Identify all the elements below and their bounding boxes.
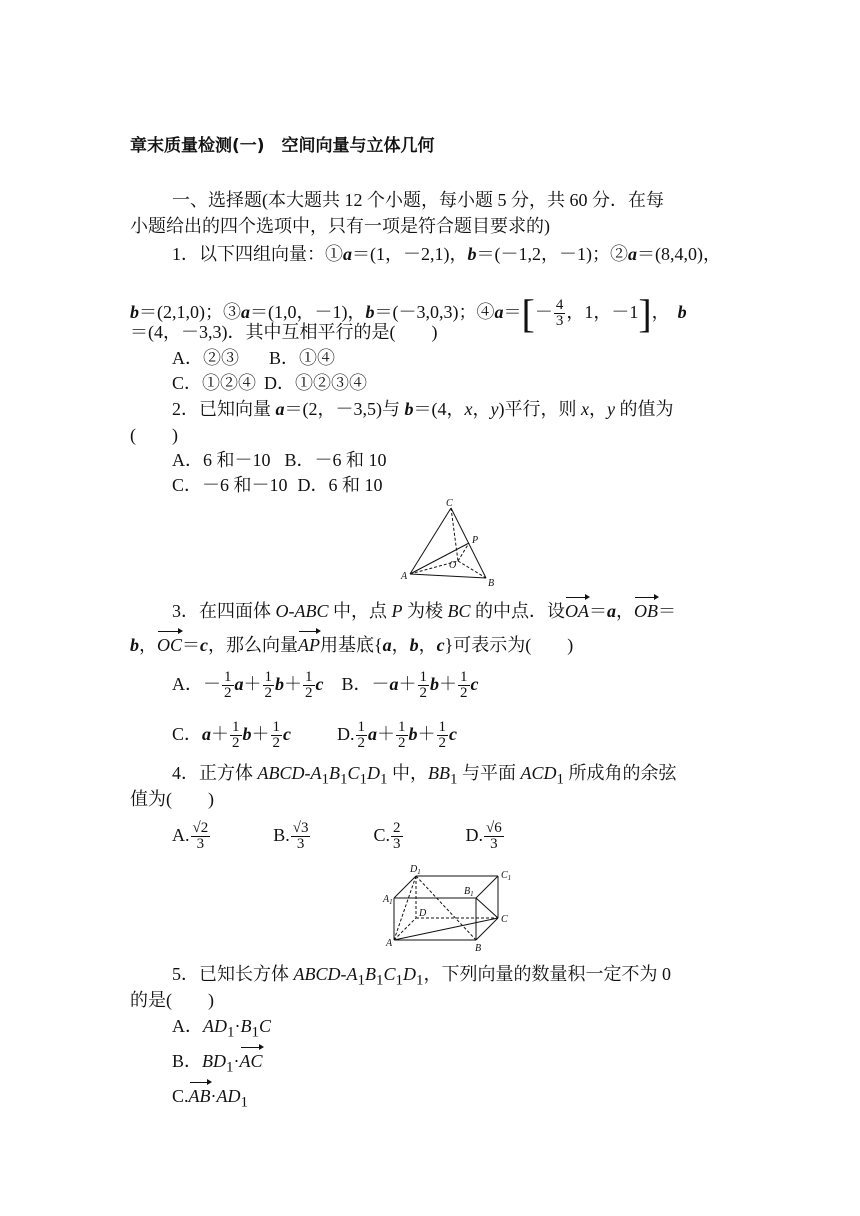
- q5-option-b[interactable]: B．$BD_1\cdot AC$: [172, 1048, 263, 1081]
- label-B1: $B_1$: [464, 886, 474, 898]
- q1-option-d[interactable]: D．①②③④: [264, 373, 368, 393]
- q2-option-b[interactable]: B．－6 和 10: [284, 450, 387, 470]
- q4-option-c[interactable]: C. $\frac{2}{3}$: [373, 820, 401, 853]
- q5-option-a[interactable]: A．$AD_1\cdot B_1C$: [172, 1016, 272, 1041]
- q5-option-c[interactable]: $C.AB\cdot AD_1$: [172, 1083, 248, 1116]
- label-C: C: [446, 498, 453, 509]
- q3-line1: 3．在四面体 O-ABC 中，点 P 为棱 BC 的中点．设OA＝a，OB＝: [172, 598, 676, 624]
- q2-option-a[interactable]: A．6 和－10: [172, 450, 271, 470]
- page-title: 章末质量检测(一) 空间向量与立体几何: [130, 136, 435, 156]
- q4-line1: 4．正方体 ABCD-$A_1B_1C_1D_1$ 中，$BB_1$ 与平面 $ACD_1$ 所成角的余弦: [172, 763, 677, 788]
- q1-option-a[interactable]: A．②③: [172, 348, 239, 368]
- segment-AP: [410, 543, 469, 574]
- vector-AP: AP: [298, 632, 320, 658]
- q3-options-cd: [172, 714, 457, 754]
- vector-AC: AC: [240, 1048, 263, 1074]
- q1-option-b[interactable]: B．①④: [269, 348, 336, 368]
- label-A: A: [401, 571, 408, 582]
- q4-option-b[interactable]: B. $\frac{√3}{3}$: [273, 820, 309, 853]
- q5-line1: 5．已知长方体 ABCD-$A_1B_1C_1D_1$，下列向量的数量积一定不为 0: [172, 964, 671, 989]
- vector-OA: OA: [565, 598, 589, 624]
- label-C1: $C_1$: [501, 870, 512, 882]
- q1-line1: 1．以下四组向量：①a＝(1，－2,1)，b＝(－1,2，－1)；②a＝(8,4,0)，: [172, 244, 721, 264]
- q3-line2: b，OC＝c，那么向量AP用基底{a，b，c}可表示为( ): [130, 632, 573, 658]
- q3-option-d[interactable]: D. $\frac{1}{2}$ a＋ $\frac{1}{2}$ b＋ $\frac{1}{2}$ c: [337, 719, 458, 752]
- cuboid-figure: [380, 862, 520, 954]
- section-heading-line2: 小题给出的四个选项中，只有一项是符合题目要求的): [130, 216, 550, 236]
- q1-line3: ＝(4，－3,3)．其中互相平行的是( ): [130, 322, 438, 342]
- vector-OB: OB: [634, 598, 658, 624]
- q4-option-d[interactable]: D. $\frac{√6}{3}$: [465, 820, 502, 853]
- section-heading-line1: 一、选择题(本大题共 12 个小题，每小题 5 分，共 60 分．在每: [172, 190, 664, 210]
- q2-line2: ( ): [130, 425, 178, 445]
- label-D1: $D_1$: [410, 864, 421, 876]
- q2-options-ab: [172, 447, 387, 473]
- right-bracket: ]: [638, 290, 652, 336]
- q5-line2: 的是( ): [130, 990, 214, 1010]
- q1-options-ab: [172, 345, 335, 371]
- q1-options-cd: [172, 370, 367, 396]
- q3-option-b[interactable]: B．－a＋ $\frac{1}{2}$ b＋ $\frac{1}{2}$ c: [341, 669, 479, 702]
- q2-line1: 2．已知向量 a＝(2，－3,5)与 b＝(4，x，y)平行，则 x，y 的值为: [172, 399, 674, 419]
- q4-options: [172, 812, 505, 858]
- q1-line2: b＝(2,1,0)；③a＝(1,0，－1)，b＝(－3,0,3)；④a＝[－ $\frac{4}{3}$ ，1，－1]， b: [130, 290, 687, 336]
- q2-options-cd: [172, 472, 383, 498]
- q2-option-d[interactable]: D．6 和 10: [297, 475, 383, 495]
- edge-AB: [410, 574, 486, 578]
- label-B: B: [475, 943, 482, 954]
- tetrahedron-figure: [396, 496, 506, 590]
- fraction-4-3: $\frac{4}{3}$: [555, 297, 564, 330]
- label-A1: $A_1$: [383, 894, 393, 906]
- label-P: P: [472, 535, 479, 546]
- vector-OC: OC: [157, 632, 182, 658]
- label-A: A: [386, 938, 393, 949]
- label-C: C: [501, 914, 508, 925]
- q4-option-a[interactable]: A. $\frac{√2}{3}$: [172, 820, 209, 853]
- label-B: B: [488, 578, 495, 589]
- label-O: O: [449, 560, 457, 571]
- q1-option-c[interactable]: C．①②④: [172, 373, 257, 393]
- q3-option-a[interactable]: A．－ $\frac{1}{2}$ a＋ $\frac{1}{2}$ b＋ $\frac{1}{2}$ c: [172, 669, 324, 702]
- vector-AB: AB: [189, 1083, 211, 1109]
- q2-option-c[interactable]: C．－6 和－10: [172, 475, 288, 495]
- label-D: D: [419, 908, 427, 919]
- q3-option-c[interactable]: C．a＋ $\frac{1}{2}$ b＋ $\frac{1}{2}$ c: [172, 719, 292, 752]
- q4-line2: 值为( ): [130, 789, 214, 809]
- left-bracket: [: [521, 290, 535, 336]
- q3-options-ab: [172, 664, 479, 704]
